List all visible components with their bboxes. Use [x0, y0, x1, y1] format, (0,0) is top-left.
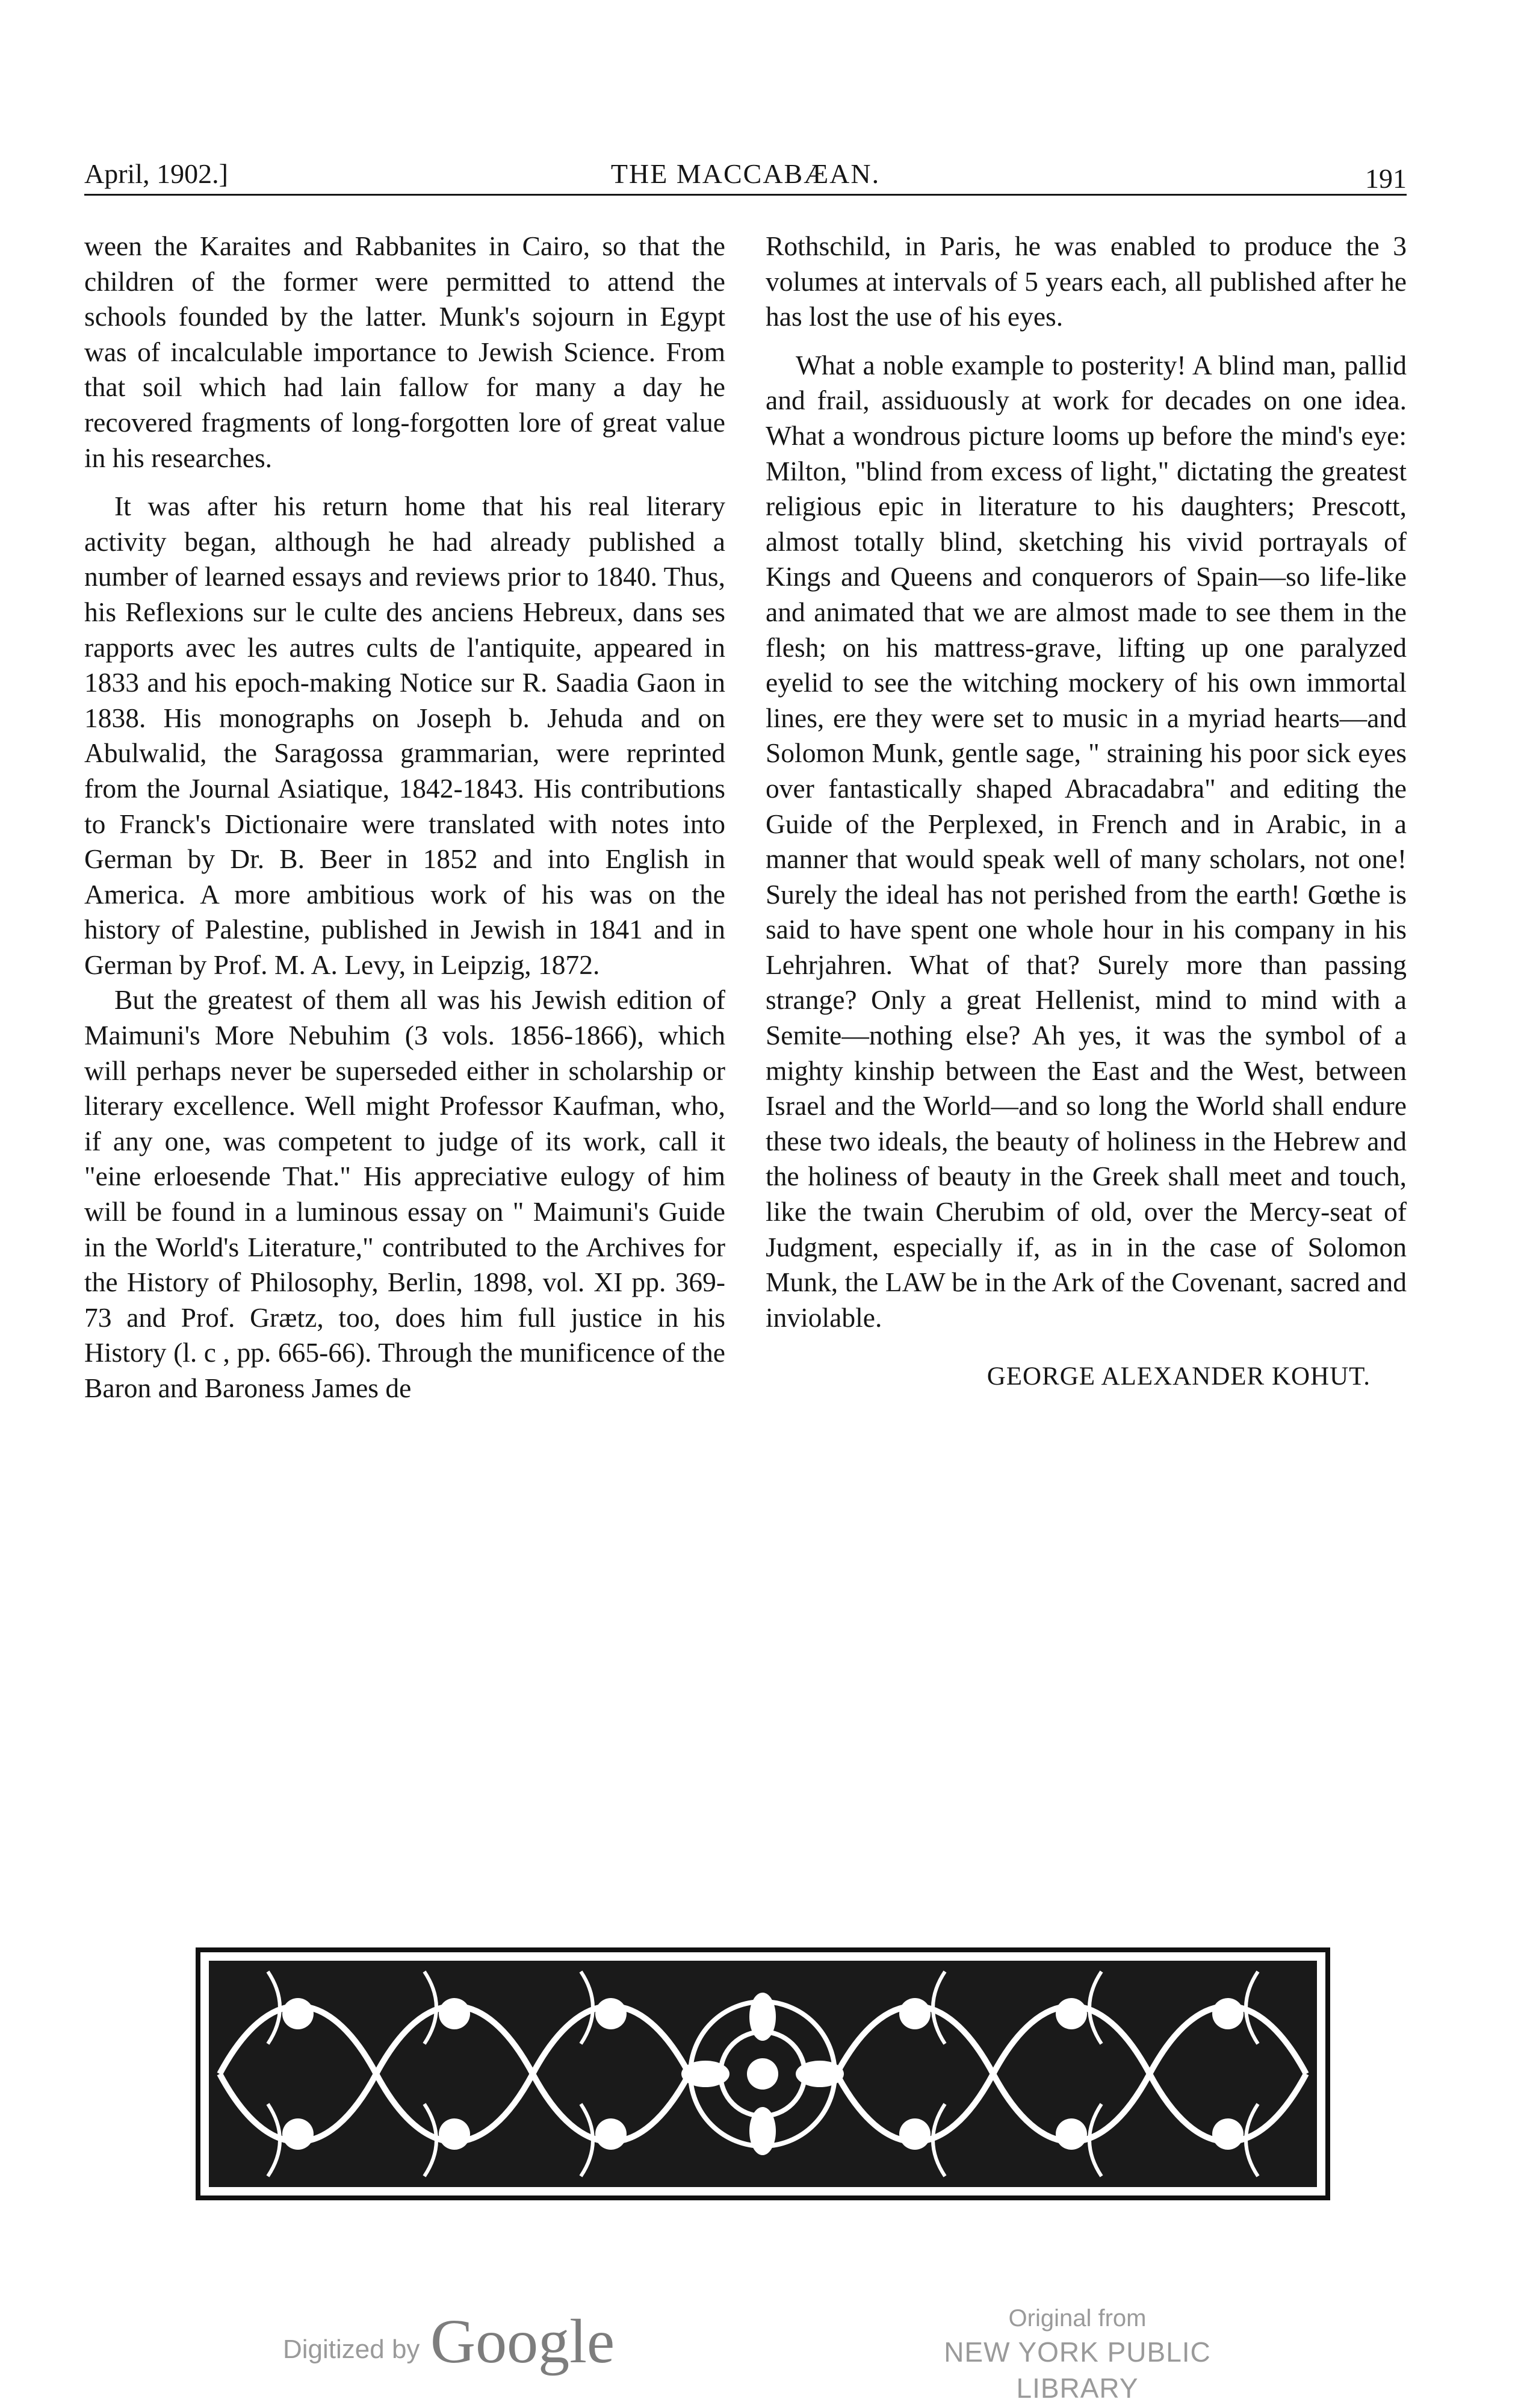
- journal-title: THE MACCABÆAN.: [610, 158, 881, 189]
- google-logo: Google: [430, 2307, 615, 2376]
- issue-date: April, 1902.]: [84, 158, 228, 189]
- original-from-label: Original from: [1008, 2305, 1147, 2332]
- running-head: [84, 155, 1407, 193]
- paragraph: But the greatest of them all was his Jewish edition of Maimuni's More Nebuhim (3 vols. 1856-1866), which will perhaps never be superseded either in scholarship or literary excellence. Well might Professor Kaufman, who, if any one, was competent to judge of its work, call it "eine erloesende That." His appreciative eulogy of him will be found in a luminous essay on " Maimuni's Guide in the World's Literature," contributed to the Archives for the History of Philosophy, Berlin, 1898, vol. XI pp. 369-73 and Prof. Grætz, too, does him full justice in his History (l. c , pp. 665-66). Through the munificence of the Baron and Baroness James de: [84, 984, 725, 1403]
- paragraph: Rothschild, in Paris, he was enabled to produce the 3 volumes at intervals of 5 years each, all published after he has lost the use of his eyes.: [766, 231, 1407, 332]
- page-number: 191: [1365, 163, 1407, 194]
- paragraph: ween the Karaites and Rabbanites in Cairo, so that the children of the former were permitted to attend the schools founded by the latter. Munk's sojourn in Egypt was of incalculable importance to Jewish Science. From that soil which had lain fallow for many a day he recovered fragments of long-forgotten lore of great value in his researches.: [84, 231, 725, 473]
- paragraph: What a noble example to posterity! A blind man, pallid and frail, assiduously at work for decades on one idea. What a wondrous picture looms up before the mind's eye: Milton, "blind from excess of light," dictating the greatest religious epic in literature to his daughters; Prescott, almost totally blind, sketching his vivid portrayals of Kings and Queens and conquerors of Spain—so life-like and animated that we are almost made to see them in the flesh; on his mattress-grave, lifting up one paralyzed eyelid to see the witching mockery of his own immortal lines, ere they were set to music in a myriad hearts—and Solomon Munk, gentle sage, " straining his poor sick eyes over fantastically shaped Abracadabra" and editing the Guide of the Perplexed, in French and in Arabic, in a manner that would speak well of many scholars, not one! Surely the ideal has not perished from the earth! Gœthe is said to have spent one whole hour in his company in his Lehrjahren. What of that? Surely more than passing strange? Only a great Hellenist, mind to mind with a Semite—nothing else? Ah yes, it was the symbol of a mighty kinship between the East and the West, between Israel and the World—and so long the World shall endure these two ideals, the beauty of holiness in the Hebrew and the holiness of beauty in the Greek shall meet and touch, like the twain Cherubim of old, over the Mercy-seat of Judgment, especially if, as in in the case of Solomon Munk, the LAW be in the Ark of the Covenant, sacred and inviolable.: [766, 349, 1407, 1333]
- header-rule: [84, 194, 1407, 196]
- right-column: [766, 229, 1407, 1395]
- digitized-by-label: Digitized by: [283, 2335, 420, 2364]
- library-name: NEW YORK PUBLIC LIBRARY: [944, 2336, 1211, 2404]
- author-signature: GEORGE ALEXANDER KOHUT.: [987, 1362, 1371, 1391]
- source-credit: [885, 2303, 1270, 2406]
- decorative-ornament-band: [196, 1947, 1330, 2200]
- left-column: [84, 229, 725, 1406]
- paragraph: It was after his return home that his real literary activity began, although he had already published a number of learned essays and reviews prior to 1840. Thus, his Reflexions sur le culte des anciens Hebreux, dans ses rapports avec les autres cults de l'antiquite, appeared in 1833 and his epoch-making Notice sur R. Saadia Gaon in 1838. His monographs on Joseph b. Jehuda and on Abulwalid, the Saragossa grammarian, were reprinted from the Journal Asiatique, 1842-1843. His contributions to Franck's Dictionaire were translated with notes into German by Dr. B. Beer in 1852 and into English in America. A more ambitious work of his was on the history of Palestine, published in Jewish in 1841 and in German by Prof. M. A. Levy, in Leipzig, 1872.: [84, 491, 725, 980]
